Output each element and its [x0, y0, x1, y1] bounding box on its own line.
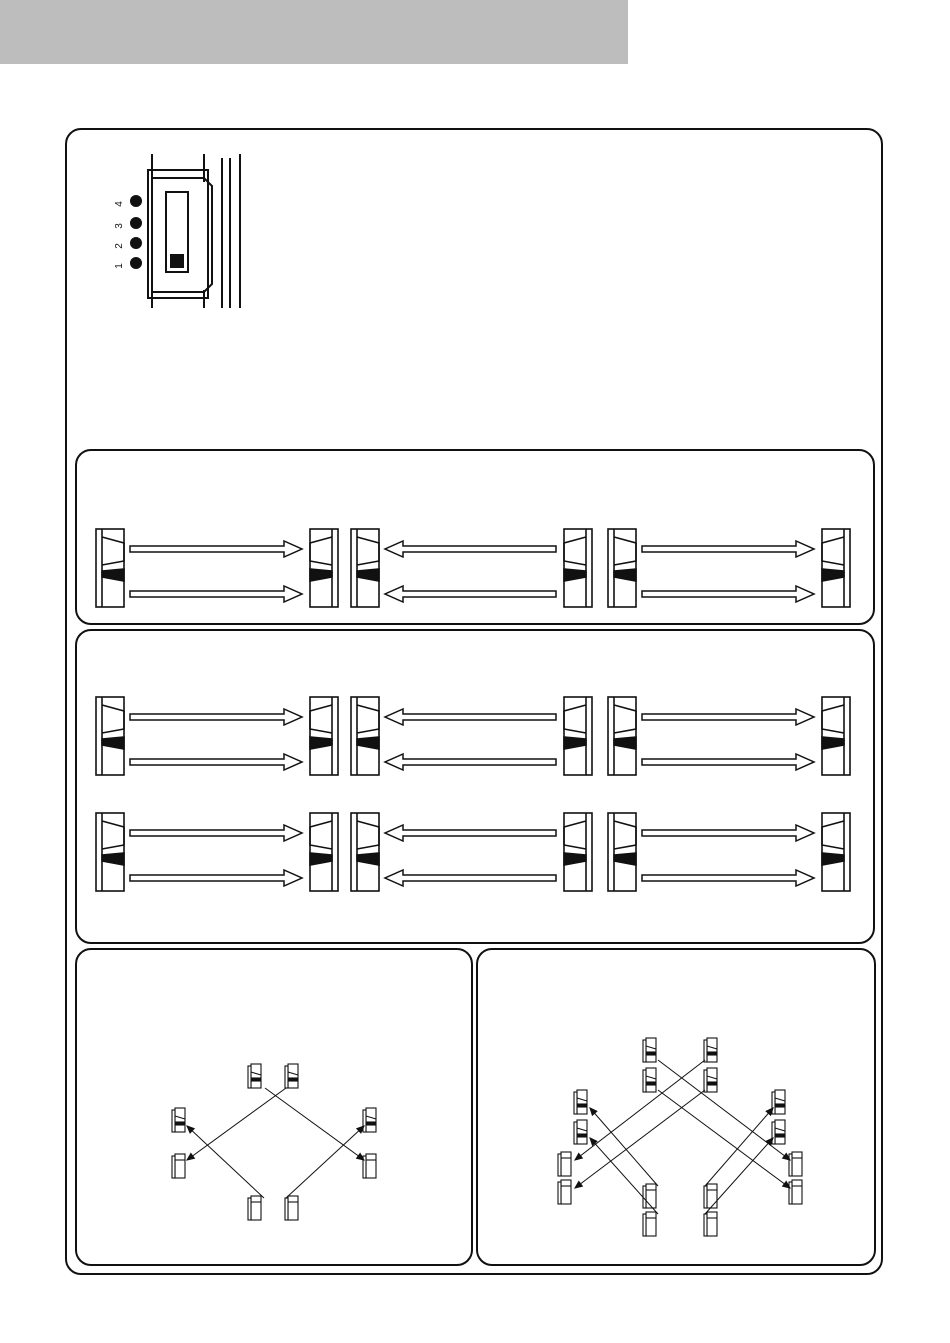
- diamond-large-unit-4: [704, 1068, 717, 1092]
- diamond-large-unit-16: [704, 1212, 717, 1236]
- switch-label-4: 4: [114, 201, 125, 207]
- diamond-large-unit-2: [704, 1038, 717, 1062]
- diamond-large-unit-10: [789, 1152, 802, 1176]
- diamond-large-unit-7: [574, 1120, 587, 1144]
- diamond-large-unit-6: [772, 1090, 785, 1114]
- diamond-large-unit-11: [558, 1180, 571, 1204]
- diamond-large-unit-14: [704, 1184, 717, 1208]
- diamond-large-unit-12: [789, 1180, 802, 1204]
- switch-label-3: 3: [114, 223, 125, 229]
- diamond-large-unit-15: [643, 1212, 656, 1236]
- diamond-large-beam-6: [590, 1138, 658, 1214]
- diamond-large-unit-1: [643, 1038, 656, 1062]
- diamond-large-beam-8: [705, 1138, 773, 1214]
- diamond-large-beam-5: [590, 1108, 658, 1186]
- diamond-large-unit-5: [574, 1090, 587, 1114]
- diamond-large-beam-4: [575, 1090, 705, 1188]
- diamond-large-unit-8: [772, 1120, 785, 1144]
- switch-label-2: 2: [114, 243, 125, 249]
- switch-label-1: 1: [114, 263, 125, 269]
- diamond-large-unit-3: [643, 1068, 656, 1092]
- diamond-large-unit-9: [558, 1152, 571, 1176]
- diamond-large-beam-7: [705, 1108, 773, 1186]
